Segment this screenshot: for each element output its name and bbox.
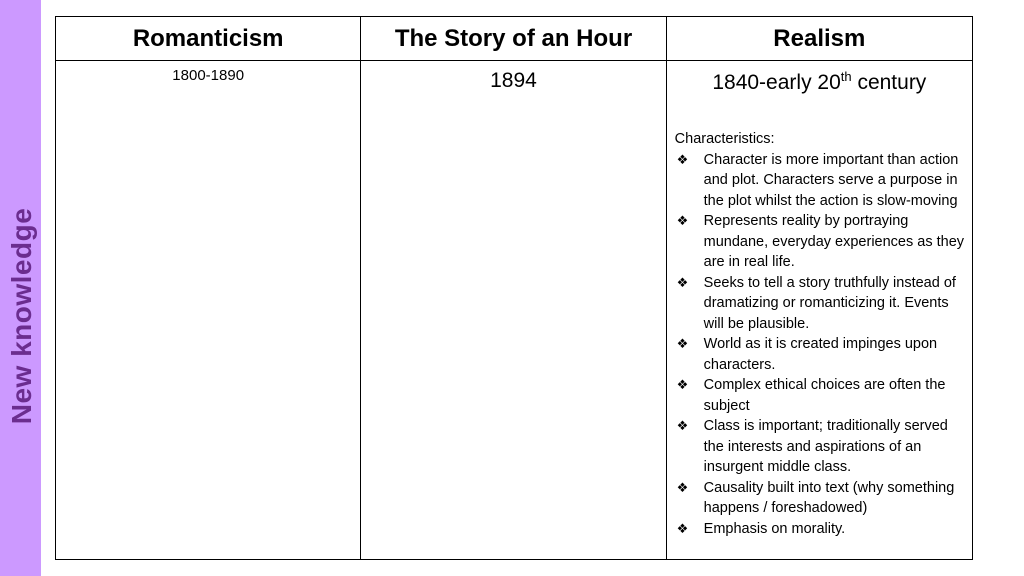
realism-cell (666, 61, 972, 560)
characteristic-text: Represents reality by portraying mundane, everyday experiences as they are in real life. (703, 213, 965, 270)
realism-date-prefix: 1840-early 20 (712, 71, 841, 94)
content-row (56, 61, 973, 560)
characteristics-list (675, 150, 966, 540)
characteristic-text: Character is more important than action and plot. Characters serve a purpose in the plot whilst the action is slow-moving (703, 151, 959, 209)
header-realism: Realism (666, 17, 972, 61)
side-band (0, 0, 41, 576)
realism-date-suffix: century (851, 71, 927, 94)
romanticism-cell (56, 61, 361, 560)
characteristic-text: Causality built into text (why something happens / foreshadowed) (703, 479, 955, 516)
characteristic-item (675, 211, 966, 273)
romanticism-dates: 1800-1890 (172, 67, 245, 84)
diamond-bullet-icon: ❖ (676, 151, 689, 167)
characteristics-block (667, 95, 972, 539)
header-row (56, 17, 973, 61)
diamond-bullet-icon: ❖ (676, 213, 689, 228)
characteristic-item (675, 375, 966, 416)
characteristic-item (675, 273, 966, 335)
characteristic-text: Seeks to tell a story truthfully instead of dramatizing or romanticizing it. Events will be plausible. (703, 274, 956, 332)
characteristic-text: Emphasis on morality. (703, 520, 846, 537)
characteristic-text: World as it is created impinges upon characters. (703, 336, 938, 373)
diamond-bullet-icon: ❖ (676, 418, 689, 433)
characteristic-text: Class is important; traditionally served the interests and aspirations of an insurgent middle class. (703, 418, 948, 475)
characteristic-item (675, 150, 966, 212)
diamond-bullet-icon: ❖ (676, 336, 689, 351)
header-romanticism: Romanticism (56, 17, 361, 61)
characteristic-item (675, 416, 966, 478)
diamond-bullet-icon: ❖ (676, 520, 689, 536)
realism-dates (667, 61, 972, 95)
characteristics-heading: Characteristics: (674, 131, 775, 147)
story-date: 1894 (490, 69, 537, 92)
comparison-table (55, 16, 973, 560)
side-label: New knowledge (6, 207, 37, 425)
diamond-bullet-icon: ❖ (676, 274, 689, 290)
characteristic-item (675, 519, 966, 540)
characteristic-item (675, 334, 966, 375)
header-story-of-an-hour: The Story of an Hour (361, 17, 666, 61)
realism-date-sup: th (840, 69, 852, 84)
diamond-bullet-icon: ❖ (676, 479, 689, 495)
story-cell (361, 61, 666, 560)
characteristic-text: Complex ethical choices are often the subject (703, 377, 946, 414)
diamond-bullet-icon: ❖ (676, 377, 689, 392)
characteristic-item (675, 478, 966, 519)
